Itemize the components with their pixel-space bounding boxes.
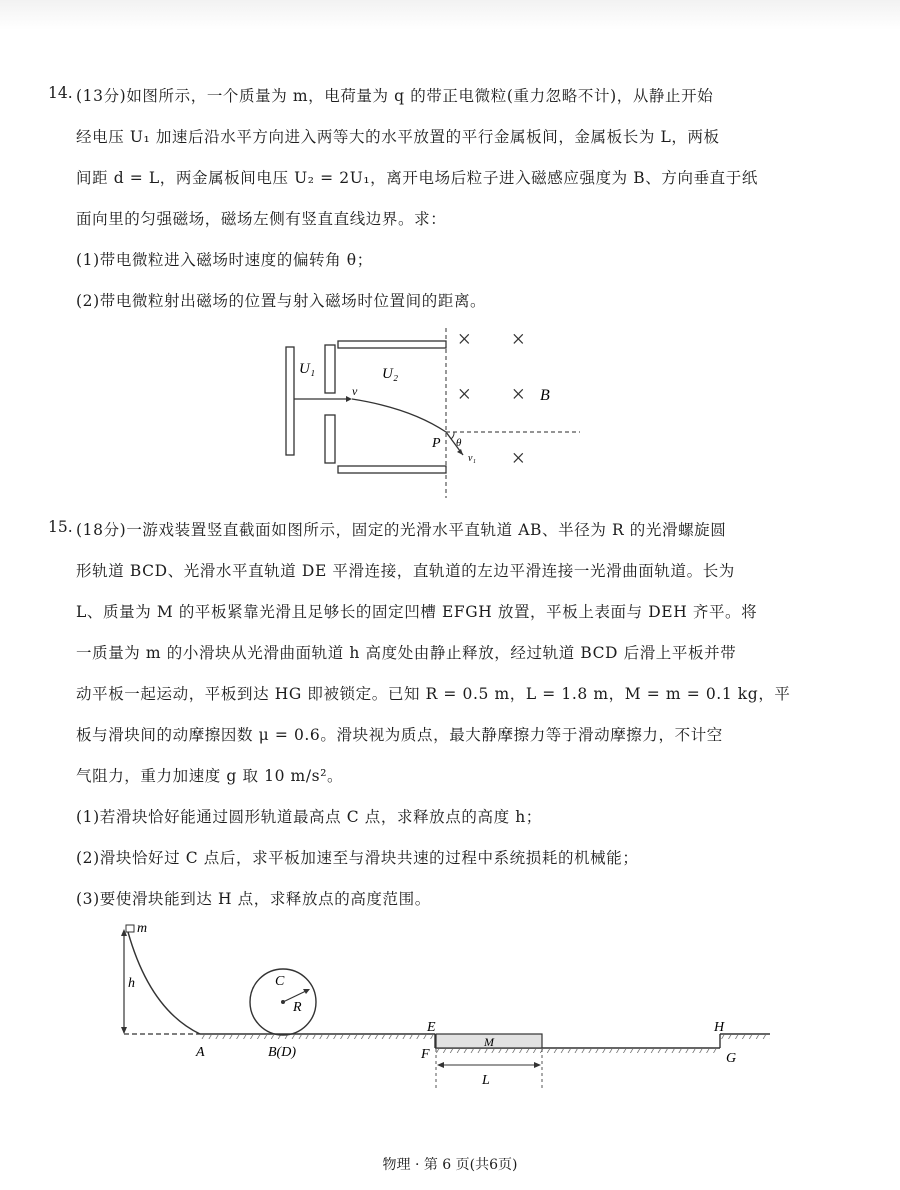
question-stem-line — [76, 518, 726, 540]
figure-15-track — [100, 915, 790, 1090]
label-r: R — [293, 1000, 302, 1015]
field-x-mark: × — [510, 327, 527, 353]
label-h: h — [128, 976, 135, 991]
text-line: 一游戏装置竖直截面如图所示，固定的光滑水平直轨道 AB、半径为 R 的光滑螺旋圆 — [126, 521, 727, 539]
label-f: F — [421, 1047, 430, 1062]
particle-trajectory — [352, 399, 446, 432]
question-score: (13分) — [76, 87, 127, 105]
groove-hatch — [435, 1049, 720, 1053]
v1-arrowhead — [457, 449, 463, 455]
plate-u1 — [286, 347, 294, 455]
question-stem-line: 间距 d = L，两金属板间电压 U₂ = 2U₁，离开电场后粒子进入磁感应强度为 B、方向垂直于纸 — [76, 169, 758, 187]
label-e: E — [427, 1020, 436, 1035]
sub-question-2: (2)滑块恰好过 C 点后，求平板加速至与滑块共速的过程中系统损耗的机械能； — [76, 849, 639, 867]
label-u1: U₁ — [299, 361, 316, 377]
question-score: (18分) — [76, 521, 127, 539]
plate-upper-slit — [325, 345, 335, 393]
theta-arc — [451, 432, 454, 439]
sub-question-1: (1)若滑块恰好能通过圆形轨道最高点 C 点，求释放点的高度 h； — [76, 808, 542, 826]
field-x-mark: × — [510, 446, 527, 472]
label-c: C — [275, 974, 285, 989]
label-b: B — [540, 387, 550, 404]
question-number: 15. — [48, 518, 73, 536]
page-footer: 物理 · 第 6 页(共6页) — [382, 1157, 518, 1173]
text-line: 如图所示，一个质量为 m，电荷量为 q 的带正电微粒(重力忽略不计)，从静止开始 — [126, 87, 714, 105]
label-v1: v₁ — [468, 453, 476, 464]
field-x-mark: × — [456, 327, 473, 353]
arrowhead — [121, 1027, 127, 1034]
ground-hatch — [721, 1035, 770, 1039]
question-stem-line: 气阻力，重力加速度 g 取 10 m/s²。 — [76, 767, 344, 785]
arrowhead — [437, 1062, 444, 1068]
label-l: L — [482, 1073, 490, 1088]
question-stem-line — [76, 84, 713, 106]
sub-question-2: (2)带电微粒射出磁场的位置与射入磁场时位置间的距离。 — [76, 292, 487, 310]
scan-shadow — [0, 0, 900, 30]
question-stem-line: 面向里的匀强磁场，磁场左侧有竖直直线边界。求： — [76, 210, 447, 228]
block-m — [126, 925, 134, 932]
question-stem-line: 板与滑块间的动摩擦因数 μ = 0.6。滑块视为质点，最大静摩擦力等于滑动摩擦力，不计空 — [76, 726, 723, 744]
question-stem-line: 动平板一起运动，平板到达 HG 即被锁定。已知 R = 0.5 m，L = 1.8 m，M = m = 0.1 kg，平 — [76, 685, 791, 703]
label-theta: θ — [456, 437, 462, 449]
label-p: P — [432, 436, 441, 451]
sub-question-1: (1)带电微粒进入磁场时速度的偏转角 θ； — [76, 251, 373, 269]
figure-14-electric-magnetic — [270, 318, 590, 498]
upper-metal-plate — [338, 341, 446, 348]
question-number: 14. — [48, 84, 73, 102]
ground-hatch — [200, 1035, 435, 1039]
field-x-mark: × — [510, 382, 527, 408]
question-stem-line: 经电压 U₁ 加速后沿水平方向进入两等大的水平放置的平行金属板间，金属板长为 L，两板 — [76, 128, 720, 146]
label-v: v — [352, 384, 358, 398]
label-a: A — [196, 1045, 205, 1060]
field-x-mark: × — [456, 382, 473, 408]
label-plank-m: M — [484, 1035, 494, 1049]
sub-question-3: (3)要使滑块能到达 H 点，求释放点的高度范围。 — [76, 890, 431, 908]
question-stem-line: 形轨道 BCD、光滑水平直轨道 DE 平滑连接，直轨道的左边平滑连接一光滑曲面轨道。长为 — [76, 562, 735, 580]
curved-track — [128, 932, 200, 1034]
plate-lower-slit — [325, 415, 335, 463]
label-g: G — [726, 1051, 737, 1066]
lower-metal-plate — [338, 466, 446, 473]
arrowhead — [534, 1062, 541, 1068]
label-u2: U₂ — [382, 366, 399, 382]
question-stem-line: L、质量为 M 的平板紧靠光滑且足够长的固定凹槽 EFGH 放置，平板上表面与 DEH 齐平。将 — [76, 603, 758, 621]
label-h-point: H — [714, 1020, 725, 1035]
question-stem-line: 一质量为 m 的小滑块从光滑曲面轨道 h 高度处由静止释放，经过轨道 BCD 后滑上平板并带 — [76, 644, 737, 662]
label-bd: B(D) — [268, 1045, 296, 1060]
label-m: m — [137, 921, 148, 936]
